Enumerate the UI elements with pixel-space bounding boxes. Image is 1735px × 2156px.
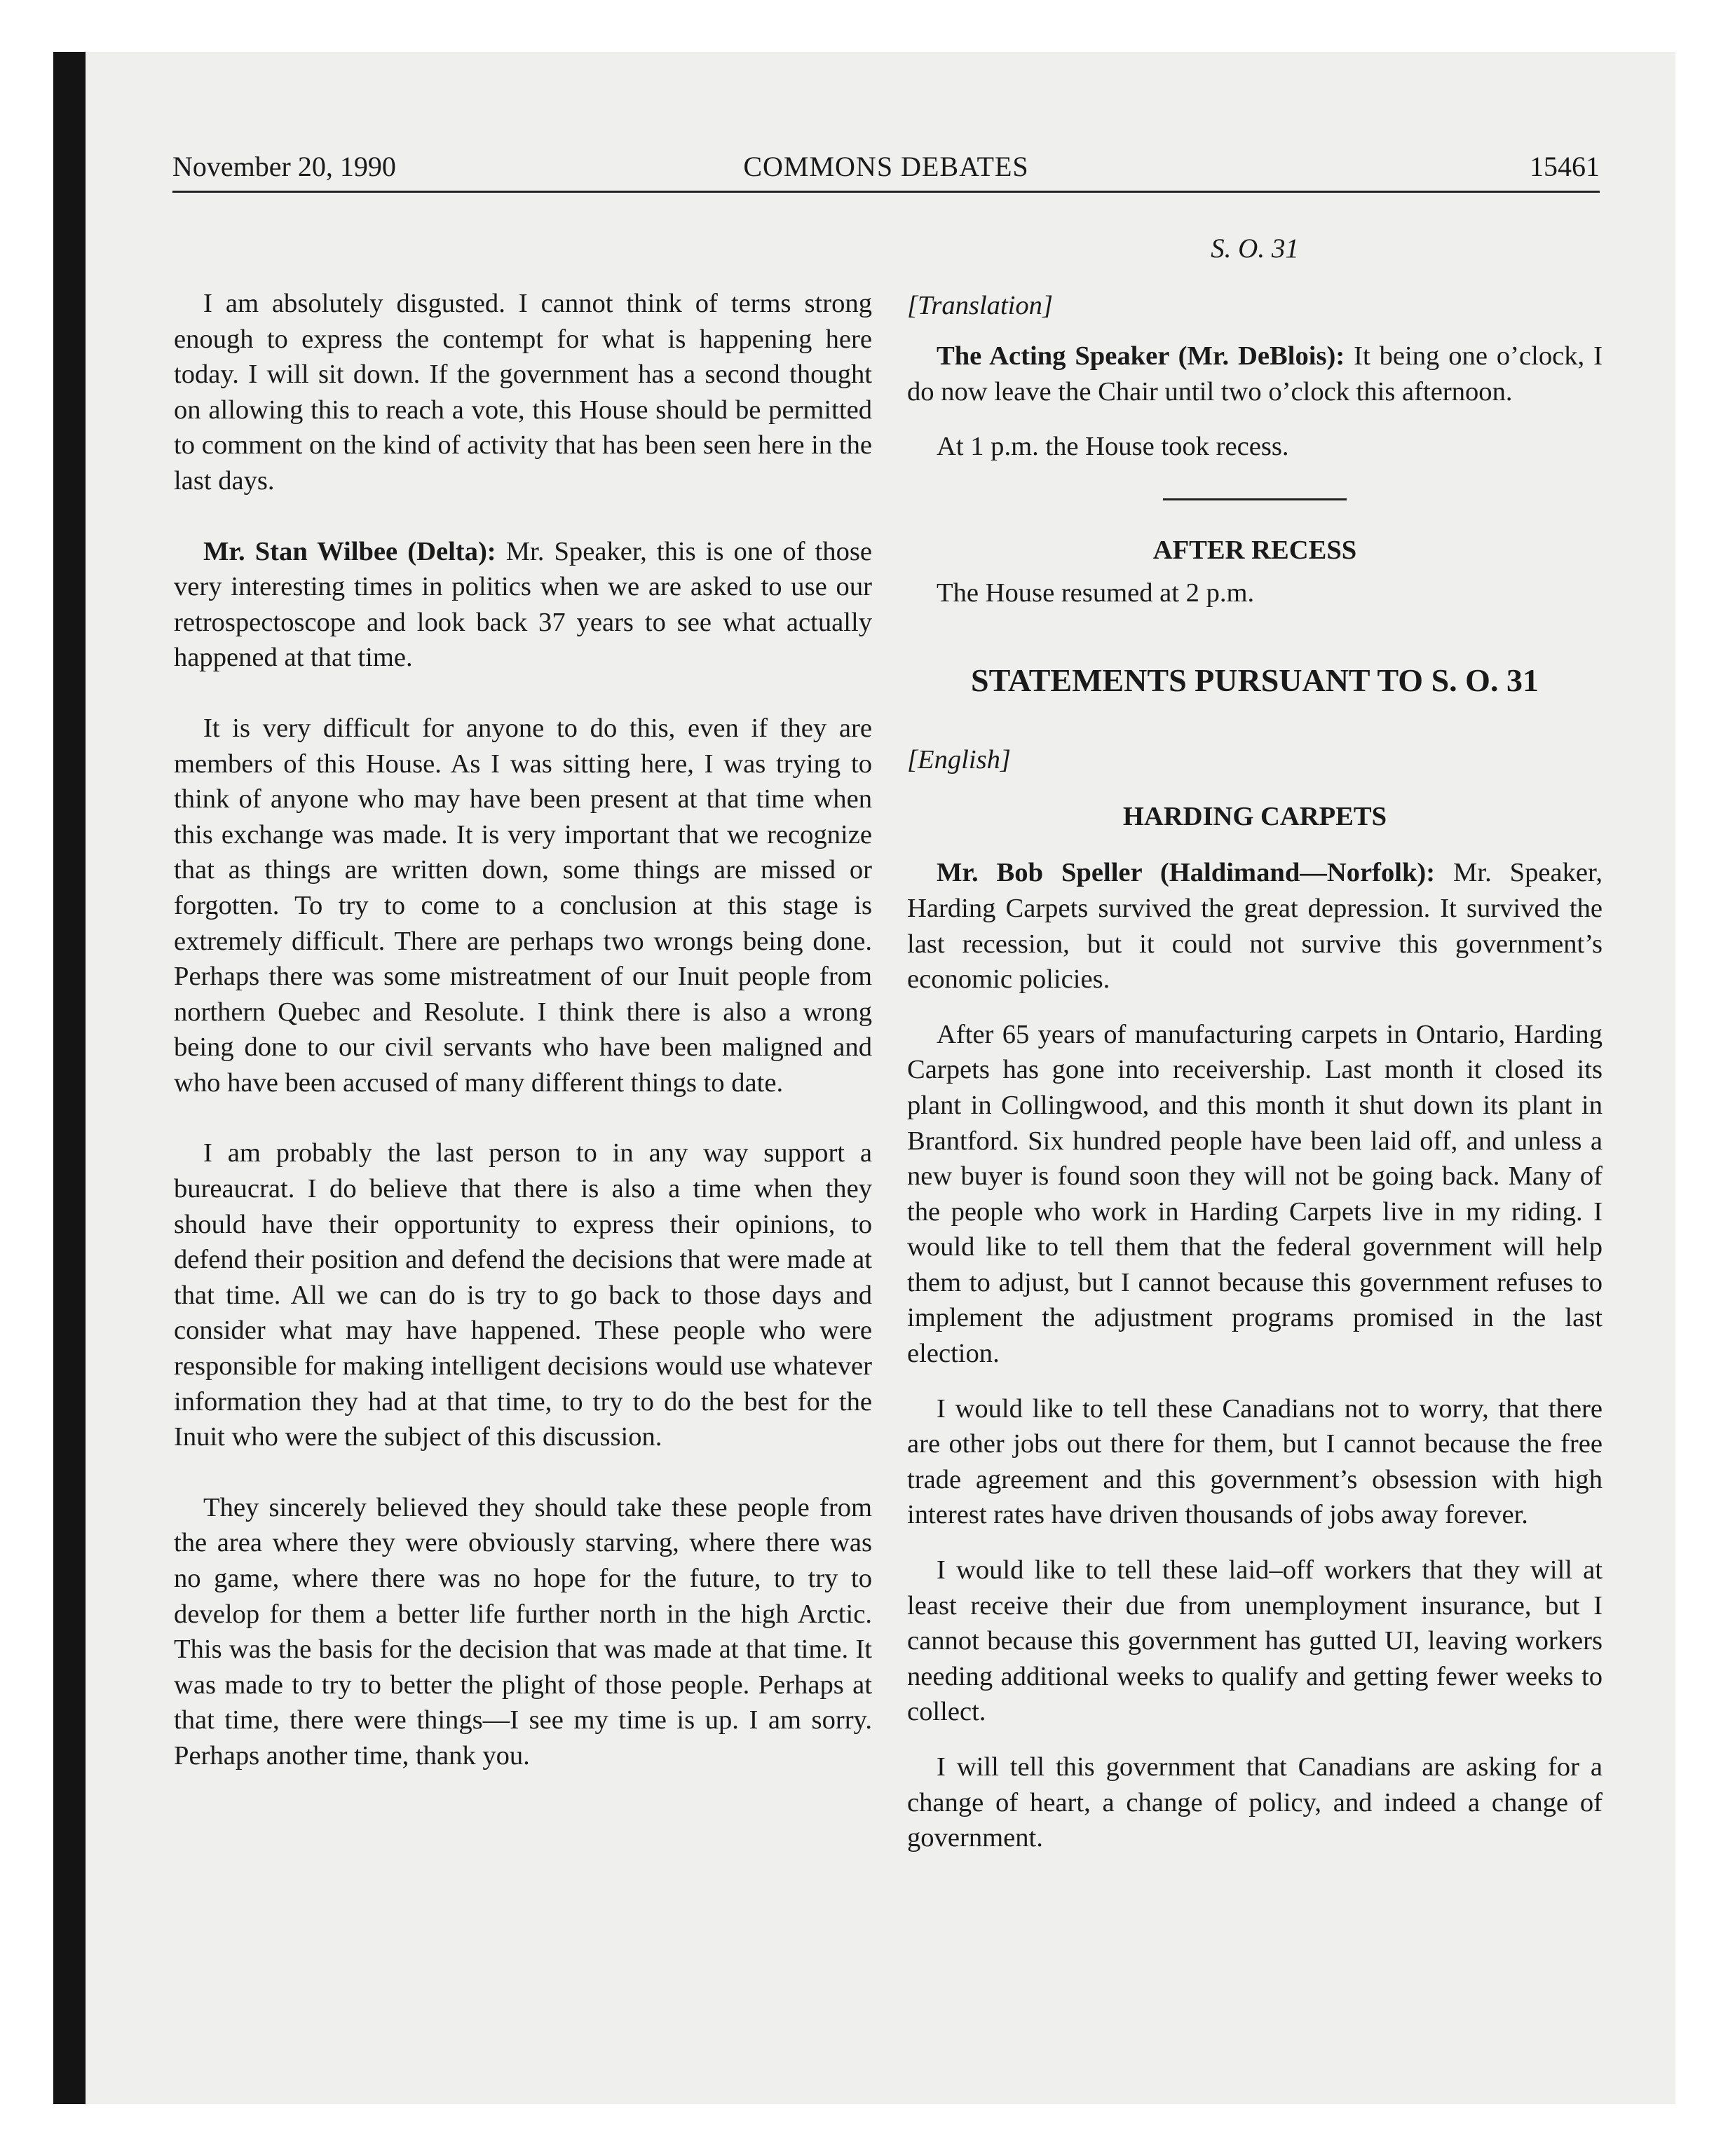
speech-text: Mr. Speaker, Harding Carpets survived the great depression. It survived the last recession, but it could not survive this government’s economic policies. (907, 858, 1603, 995)
header-rule (172, 191, 1600, 193)
binding-edge (53, 52, 86, 2104)
speech-text: It being one o’clock, I do now leave the Chair until two o’clock this afternoon. (907, 341, 1603, 407)
paragraph: They sincerely believed they should take these people from the area where they were obviously starving, where there was no game, where there was no hope for the future, to try to develop for them a better life further north in the high Arctic. This was the basis for the decision that was made at that time. It was made to try to better the plight of those people. Perhaps at that time, there were things—I see my time is up. I am sorry. Perhaps another time, thank you. (174, 1492, 872, 1770)
topic-heading: HARDING CARPETS (1122, 801, 1387, 831)
page-header (172, 150, 1600, 191)
speech-paragraph (907, 339, 1603, 409)
paragraph: At 1 p.m. the House took recess. (937, 432, 1289, 462)
section-divider (1163, 498, 1347, 500)
speech-paragraph (907, 855, 1603, 997)
speaker-name: Mr. Bob Speller (Haldimand—Norfolk): (937, 858, 1436, 888)
paragraph: I am absolutely disgusted. I cannot think of terms strong enough to express the contempt for what is happening here today. I will sit down. If the government has a second thought on allowing this to reach a vote, this House should be permitted to comment on the kind of activity that has been seen here in the last days. (174, 289, 872, 496)
language-tag: [Translation] (907, 290, 1053, 320)
speech-paragraph (174, 534, 872, 676)
paragraph: It is very difficult for anyone to do this, even if they are members of this House. As I was sitting here, I was trying to think of anyone who may have been present at that time when this exchange was made. It is very important that we recognize that as things are written down, some things are missed or forgotten. To try to come to a conclusion at this stage is extremely difficult. There are perhaps two wrongs being done. Perhaps there was some mistreatment of our Inuit people from northern Quebec and Resolute. I think there is also a wrong being done to our civil servants who have been maligned and who have been accused of many different things to date. (174, 713, 872, 1098)
speaker-name: Mr. Stan Wilbee (Delta): (203, 536, 496, 566)
left-column (174, 231, 872, 1774)
standing-order-heading: S. O. 31 (1211, 233, 1299, 264)
section-heading: STATEMENTS PURSUANT TO S. O. 31 (971, 662, 1539, 699)
paragraph: The House resumed at 2 p.m. (937, 578, 1255, 608)
paragraph: I am probably the last person to in any way support a bureaucrat. I do believe that there is also a time when they should have their opportunity to express their opinions, to defend their position and defend the decisions that were made at that time. All we can do is try to go back to those days and consider what may have happened. These people who were responsible for making intelligent decisions would use whatever information they had at that time, to try to do the best for the Inuit who were the subject of this discussion. (174, 1138, 872, 1452)
paragraph: I will tell this government that Canadians are asking for a change of heart, a change of policy, and indeed a change of government. (907, 1752, 1603, 1853)
page-number: 15461 (1530, 151, 1600, 182)
speaker-name: The Acting Speaker (Mr. DeBlois): (937, 341, 1345, 371)
paragraph: After 65 years of manufacturing carpets in Ontario, Harding Carpets has gone into receivership. Last month it closed its plant in Collingwood, and this month it shut down its plant in Brantford. Six hundred people have been laid off, and unless a new buyer is found soon they will not be going back. Many of the people who work in Harding Carpets live in my riding. I would like to tell them that the federal government will help them to adjust, but I cannot because this government refuses to implement the adjustment programs promised in the last election. (907, 1019, 1603, 1369)
after-recess-heading: AFTER RECESS (1152, 535, 1357, 565)
right-column (907, 231, 1603, 1856)
publication-title: COMMONS DEBATES (743, 151, 1029, 182)
speech-text: Mr. Speaker, this is one of those very interesting times in politics when we are asked to use our retrospectoscope and look back 37 years to see what actually happened at that time. (174, 536, 872, 673)
language-tag: [English] (907, 745, 1011, 775)
paragraph: I would like to tell these Canadians not to worry, that there are other jobs out there for them, but I cannot because the free trade agreement and this government’s obsession with high interest rates have driven thousands of jobs away forever. (907, 1393, 1603, 1530)
header-date: November 20, 1990 (172, 151, 396, 182)
paragraph: I would like to tell these laid–off workers that they will at least receive their due from unemployment insurance, but I cannot because this government has gutted UI, leaving workers needing additional weeks to qualify and getting fewer weeks to collect. (907, 1555, 1603, 1727)
